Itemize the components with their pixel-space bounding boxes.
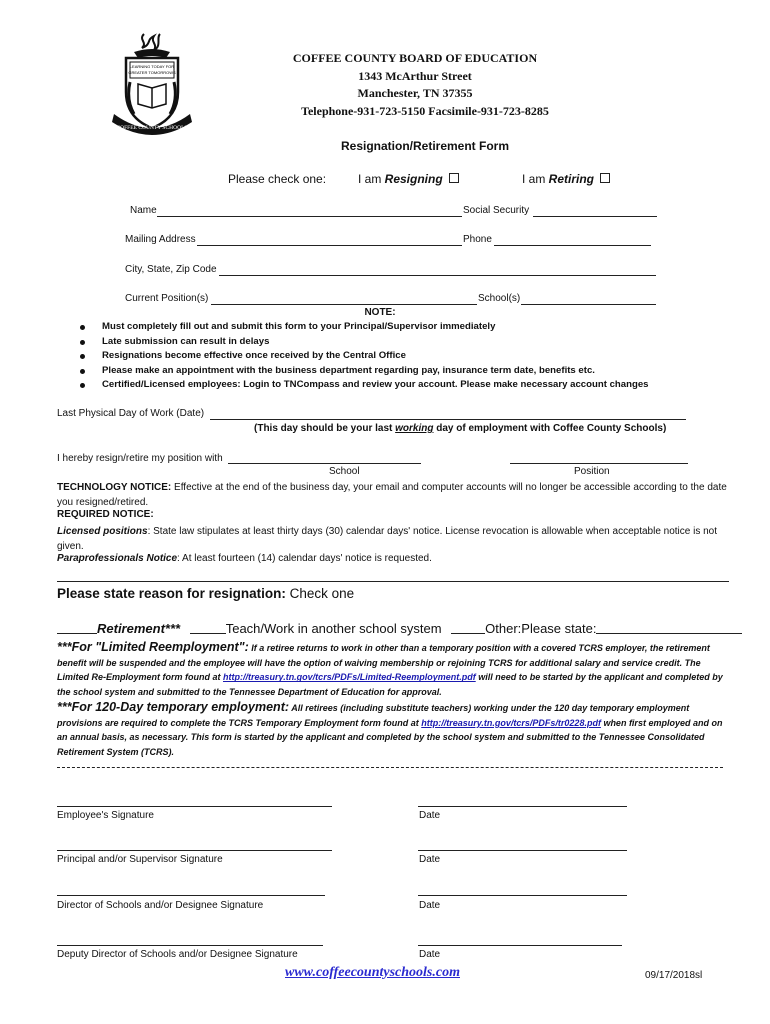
teach-option[interactable]: Teach/Work in another school system [190,621,442,636]
deputy-signature-label: Deputy Director of Schools and/or Designee Signature [57,949,298,960]
name-field[interactable] [157,216,462,217]
choice-prompt: Please check one: [228,172,327,186]
ssn-label: Social Security [463,205,530,216]
street-address: 1343 McArthur Street [358,68,472,83]
list-item: Late submission can result in delays [102,336,742,351]
org-name: COFFEE COUNTY BOARD OF EDUCATION [292,51,538,65]
position-label: Current Position(s) [125,293,209,304]
employee-signature-field[interactable] [57,806,332,807]
required-notice-title: REQUIRED NOTICE: [57,509,154,520]
svg-text:LEARNING TODAY FOR: LEARNING TODAY FOR [129,64,175,69]
last-day-hint: (This day should be your last working day of employment with Coffee County Schools) [254,423,667,434]
school-field[interactable] [521,304,656,305]
retirement-option[interactable]: Retirement*** [57,621,180,636]
last-day-field[interactable] [210,419,686,420]
director-signature-label: Director of Schools and/or Designee Signature [57,900,264,911]
note-list [102,321,742,394]
bullet-icon [80,340,85,345]
resign-school-caption: School [329,466,360,477]
principal-date-field[interactable] [418,850,627,851]
website-link[interactable]: www.coffeecountyschools.com [285,965,460,980]
csz-label: City, State, Zip Code [125,264,217,275]
divider [57,581,729,582]
reason-options [57,621,737,636]
resign-school-field[interactable] [228,463,421,464]
licensed-notice: Licensed positions: State law stipulates at least thirty days (30) calendar days' notice. License revocation is allowable when acceptable notice is not given. [57,526,718,552]
choice-retiring[interactable]: I am Retiring [522,172,610,186]
city-address: Manchester, TN 37355 [357,86,473,100]
choice-resigning[interactable]: I am Resigning [358,172,459,186]
director-date-field[interactable] [418,895,627,896]
dashed-divider [57,767,723,768]
list-item: Please make an appointment with the business department regarding pay, insurance term date, benefits etc. [102,365,742,380]
list-item: Must completely fill out and submit this form to your Principal/Supervisor immediately [102,321,742,336]
svg-text:GREATER TOMORROWS: GREATER TOMORROWS [128,70,176,75]
phone-label: Phone [463,234,492,245]
para-notice: Paraprofessionals Notice: At least fourteen (14) calendar days' notice is requested. [57,553,432,564]
resigning-checkbox[interactable] [449,173,459,183]
letterhead [250,50,580,120]
bullet-icon [80,354,85,359]
name-label: Name [130,205,157,216]
deputy-signature-field[interactable] [57,945,323,946]
school-label: School(s) [478,293,521,304]
deputy-date-label: Date [419,949,441,960]
retiring-checkbox[interactable] [600,173,610,183]
principal-date-label: Date [419,854,441,865]
form-title: Resignation/Retirement Form [340,139,510,153]
principal-signature-field[interactable] [57,850,332,851]
phone-fax: Telephone-931-723-5150 Facsimile-931-723-8285 [301,103,549,118]
school-seal-logo [104,30,200,138]
employee-date-field[interactable] [418,806,627,807]
employee-date-label: Date [419,810,441,821]
resign-position-field[interactable] [510,463,688,464]
last-day-label: Last Physical Day of Work (Date) [57,408,205,419]
list-item: Resignations become effective once received by the Central Office [102,350,742,365]
other-option[interactable]: Other:Please state: [451,621,742,636]
director-signature-field[interactable] [57,895,325,896]
resign-label: I hereby resign/retire my position with [57,453,223,464]
mailing-field[interactable] [197,245,462,246]
form-code: 09/17/2018sl [645,970,703,981]
list-item: Certified/Licensed employees: Login to TNCompass and review your account. Please make necessary account changes [102,379,742,394]
resign-position-caption: Position [574,466,610,477]
ssn-field[interactable] [533,216,657,217]
bullet-icon [80,383,85,388]
technology-notice: TECHNOLOGY NOTICE: Effective at the end of the business day, your email and computer accounts will no longer be accessible according to the date you resigned/retired. [57,482,727,508]
employee-signature-label: Employee's Signature [57,810,154,821]
svg-text:COFFEE COUNTY SCHOOLS: COFFEE COUNTY SCHOOLS [116,125,188,131]
limited-reemployment-text: ***For "Limited Reemployment": If a retiree returns to work in other than a temporary position with a covered TCRS employer, the retirement benefit will be suspended and the employee will have the option of waiving membership or rejoining TCRS for additional salary and service credit. The Limited Re-Employment form found at http://treasury.tn.gov/tcrs/PDFs/Limited-Reemployment.pdf will need to be started by the applicant and completed by the school system and submitted to the Tennessee Department of Education for approval. [57,640,723,698]
limited-reemployment-link[interactable]: http://treasury.tn.gov/tcrs/PDFs/Limited-Reemployment.pdf [223,672,476,683]
bullet-icon [80,325,85,330]
position-field[interactable] [211,304,477,305]
bullet-icon [80,369,85,374]
csz-field[interactable] [219,275,656,276]
principal-signature-label: Principal and/or Supervisor Signature [57,854,223,865]
temp-employment-link[interactable]: http://treasury.tn.gov/tcrs/PDFs/tr0228.pdf [421,717,601,728]
mailing-label: Mailing Address [125,234,196,245]
note-title: NOTE: [364,307,396,318]
director-date-label: Date [419,900,441,911]
phone-field[interactable] [494,245,651,246]
deputy-date-field[interactable] [418,945,622,946]
reason-heading: Please state reason for resignation: Check one [57,586,355,601]
temp-employment-text: ***For 120-Day temporary employment: All retirees (including substitute teachers) working under the 120 day temporary employment provisions are required to complete the TCRS Temporary Employment form found at http://treasury.tn.gov/tcrs/PDFs/tr0228.pdf when first employed and on an annual basis, as necessary. This form is started by the applicant and completed by the school system and submitted to the Tennessee Consolidated Retirement System (TCRS). [57,700,723,758]
